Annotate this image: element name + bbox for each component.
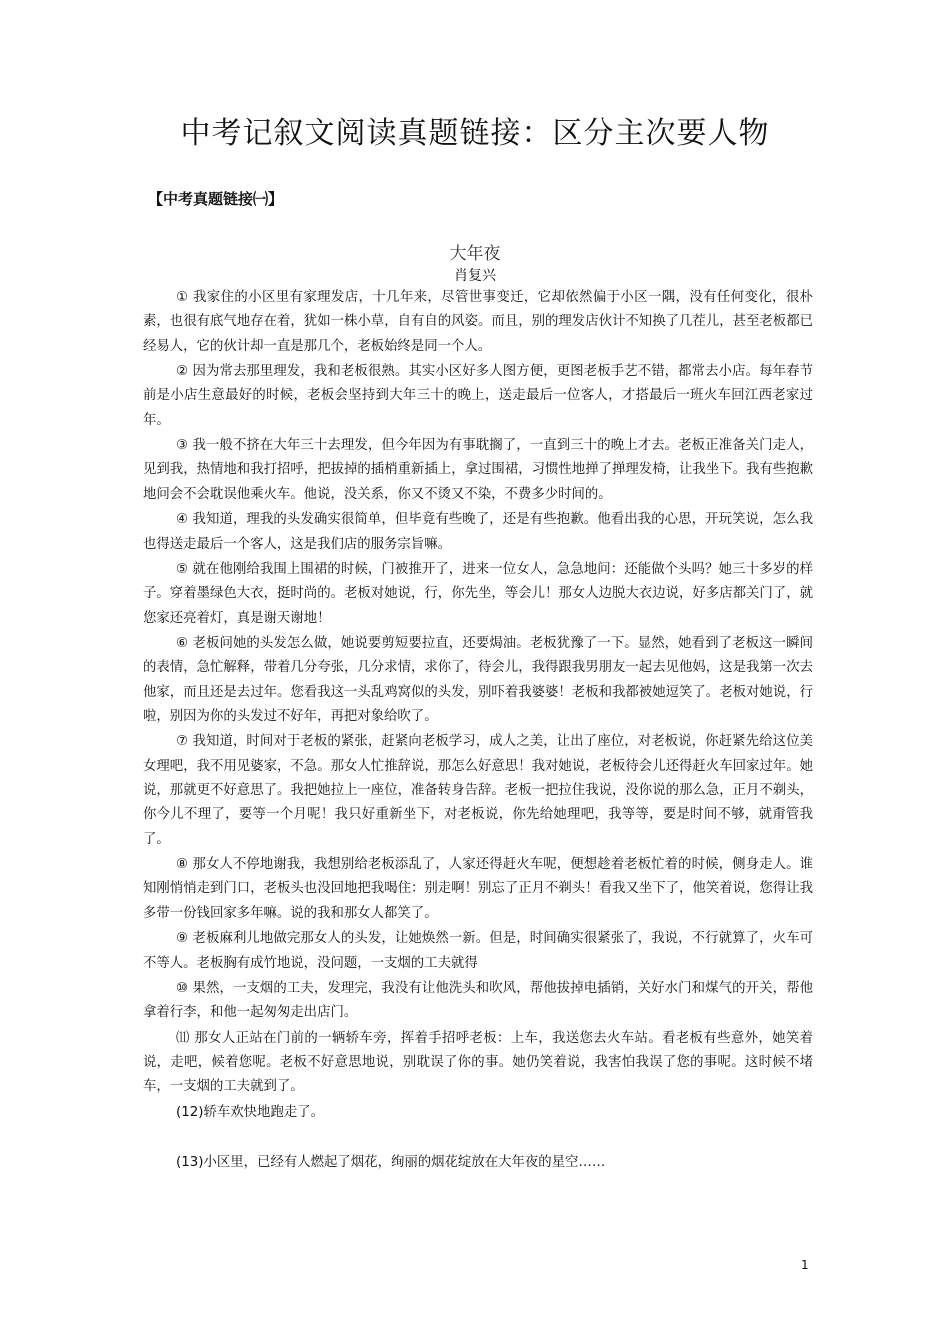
paragraph-6: ⑥ 老板问她的头发怎么做，她说要剪短要拉直，还要焗油。老板犹豫了一下。显然，她看到了老板这一瞬间的表情，急忙解释，带着几分夸张，几分求情，求你了，待会儿，我得跟我男朋友一起去见他妈，这是我第一次去他家，而且还是去过年。您看我这一头乱鸡窝似的头发，别吓着我婆婆！老板和我都被她逗笑了。老板对她说，行啦，别因为你的头发过不好年，再把对象给吹了。 bbox=[143, 636, 813, 724]
paragraph-9: ⑨ 老板麻利儿地做完那女人的头发，让她焕然一新。但是，时间确实很紧张了，我说，不行就算了，火车可不等人。老板胸有成竹地说，没问题，一支烟的工夫就得 bbox=[143, 931, 813, 971]
paragraph-4: ④ 我知道，理我的头发确实很简单，但毕竟有些晚了，还是有些抱歉。他看出我的心思，开玩笑说，怎么我也得送走最后一个客人，这是我们店的服务宗旨嘛。 bbox=[143, 512, 813, 552]
story-title: 大年夜 bbox=[449, 244, 501, 264]
paragraph-1: ① 我家住的小区里有家理发店，十几年来，尽管世事变迁，它却依然偏于小区一隅，没有任何变化，很朴素，也很有底气地存在着，犹如一株小草，自有自的风姿。而且，别的理发店伙计不知换了几茬儿，甚至老板都已经易人，它的伙计却一直是那几个，老板始终是同一个人。 bbox=[143, 290, 813, 354]
section-heading: 【中考真题链接㈠】 bbox=[148, 190, 284, 208]
paragraph-13: (13)小区里，已经有人燃起了烟花，绚丽的烟花绽放在大年夜的星空…… bbox=[176, 1155, 606, 1171]
paragraph-5: ⑤ 就在他刚给我围上围裙的时候，门被推开了，进来一位女人，急急地问：还能做个头吗？她三十多岁的样子。穿着墨绿色大衣，挺时尚的。老板对她说，行，你先坐，等会儿！那女人边脱大衣边说，好多店都关门了，就您家还亮着灯，真是谢天谢地！ bbox=[143, 562, 813, 626]
paragraph-10: ⑩ 果然，一支烟的工夫，发理完，我没有让他洗头和吹风，帮他拔掉电插销，关好水门和煤气的开关，帮他拿着行李，和他一起匆匆走出店门。 bbox=[143, 981, 813, 1021]
paragraph-3: ③ 我一般不挤在大年三十去理发，但今年因为有事耽搁了，一直到三十的晚上才去。老板正准备关门走人，见到我，热情地和我打招呼，把拔掉的插梢重新插上，拿过围裙，习惯性地掸了掸理发椅，让我坐下。我有些抱歉地问会不会耽误他乘火车。他说，没关系，你又不烫又不染，不费多少时间的。 bbox=[143, 438, 813, 502]
paragraph-12: (12)轿车欢快地跑走了。 bbox=[176, 1104, 325, 1120]
story-body bbox=[143, 286, 813, 1177]
paragraph-2: ② 因为常去那里理发，我和老板很熟。其实小区好多人图方便，更图老板手艺不错，都常去小店。每年春节前是小店生意最好的时候，老板会坚持到大年三十的晚上，送走最后一位客人，才搭最后一班火车回江西老家过年。 bbox=[143, 364, 813, 428]
document-title: 中考记叙文阅读真题链接：区分主次要人物 bbox=[180, 116, 770, 151]
paragraph-7: ⑦ 我知道，时间对于老板的紧张，赶紧向老板学习，成人之美，让出了座位，对老板说，你赶紧先给这位美女理吧，我不用见婆家，不急。那女人忙推辞说，那怎么好意思！我对她说，老板待会儿还得赶火车回家过年。她说，那就更不好意思了。我把她拉上一座位，准备转身告辞。老板一把拉住我说，没你说的那么急，正月不剃头，你今儿不理了，要等一个月呢！我只好重新坐下，对老板说，你先给她理吧，我等等，要是时间不够，就甭管我了。 bbox=[143, 734, 813, 847]
author-name: 肖复兴 bbox=[454, 268, 496, 284]
page-number: 1 bbox=[801, 1258, 809, 1272]
paragraph-11: ⑾ 那女人正站在门前的一辆轿车旁，挥着手招呼老板：上车，我送您去火车站。看老板有些意外，她笑着说，走吧，候着您呢。老板不好意思地说，别耽误了你的事。她仍笑着说，我害怕我误了您的事呢。这时候不堵车，一支烟的工夫就到了。 bbox=[143, 1030, 813, 1095]
paragraph-8: ⑧ 那女人不停地谢我，我想别给老板添乱了，人家还得赶火车呢，便想趁着老板忙着的时候，侧身走人。谁知刚悄悄走到门口，老板头也没回地把我喝住：别走啊！别忘了正月不剃头！看我又坐下了，他笑着说，您得让我多带一份钱回家多年嘛。说的我和那女人都笑了。 bbox=[143, 857, 813, 921]
